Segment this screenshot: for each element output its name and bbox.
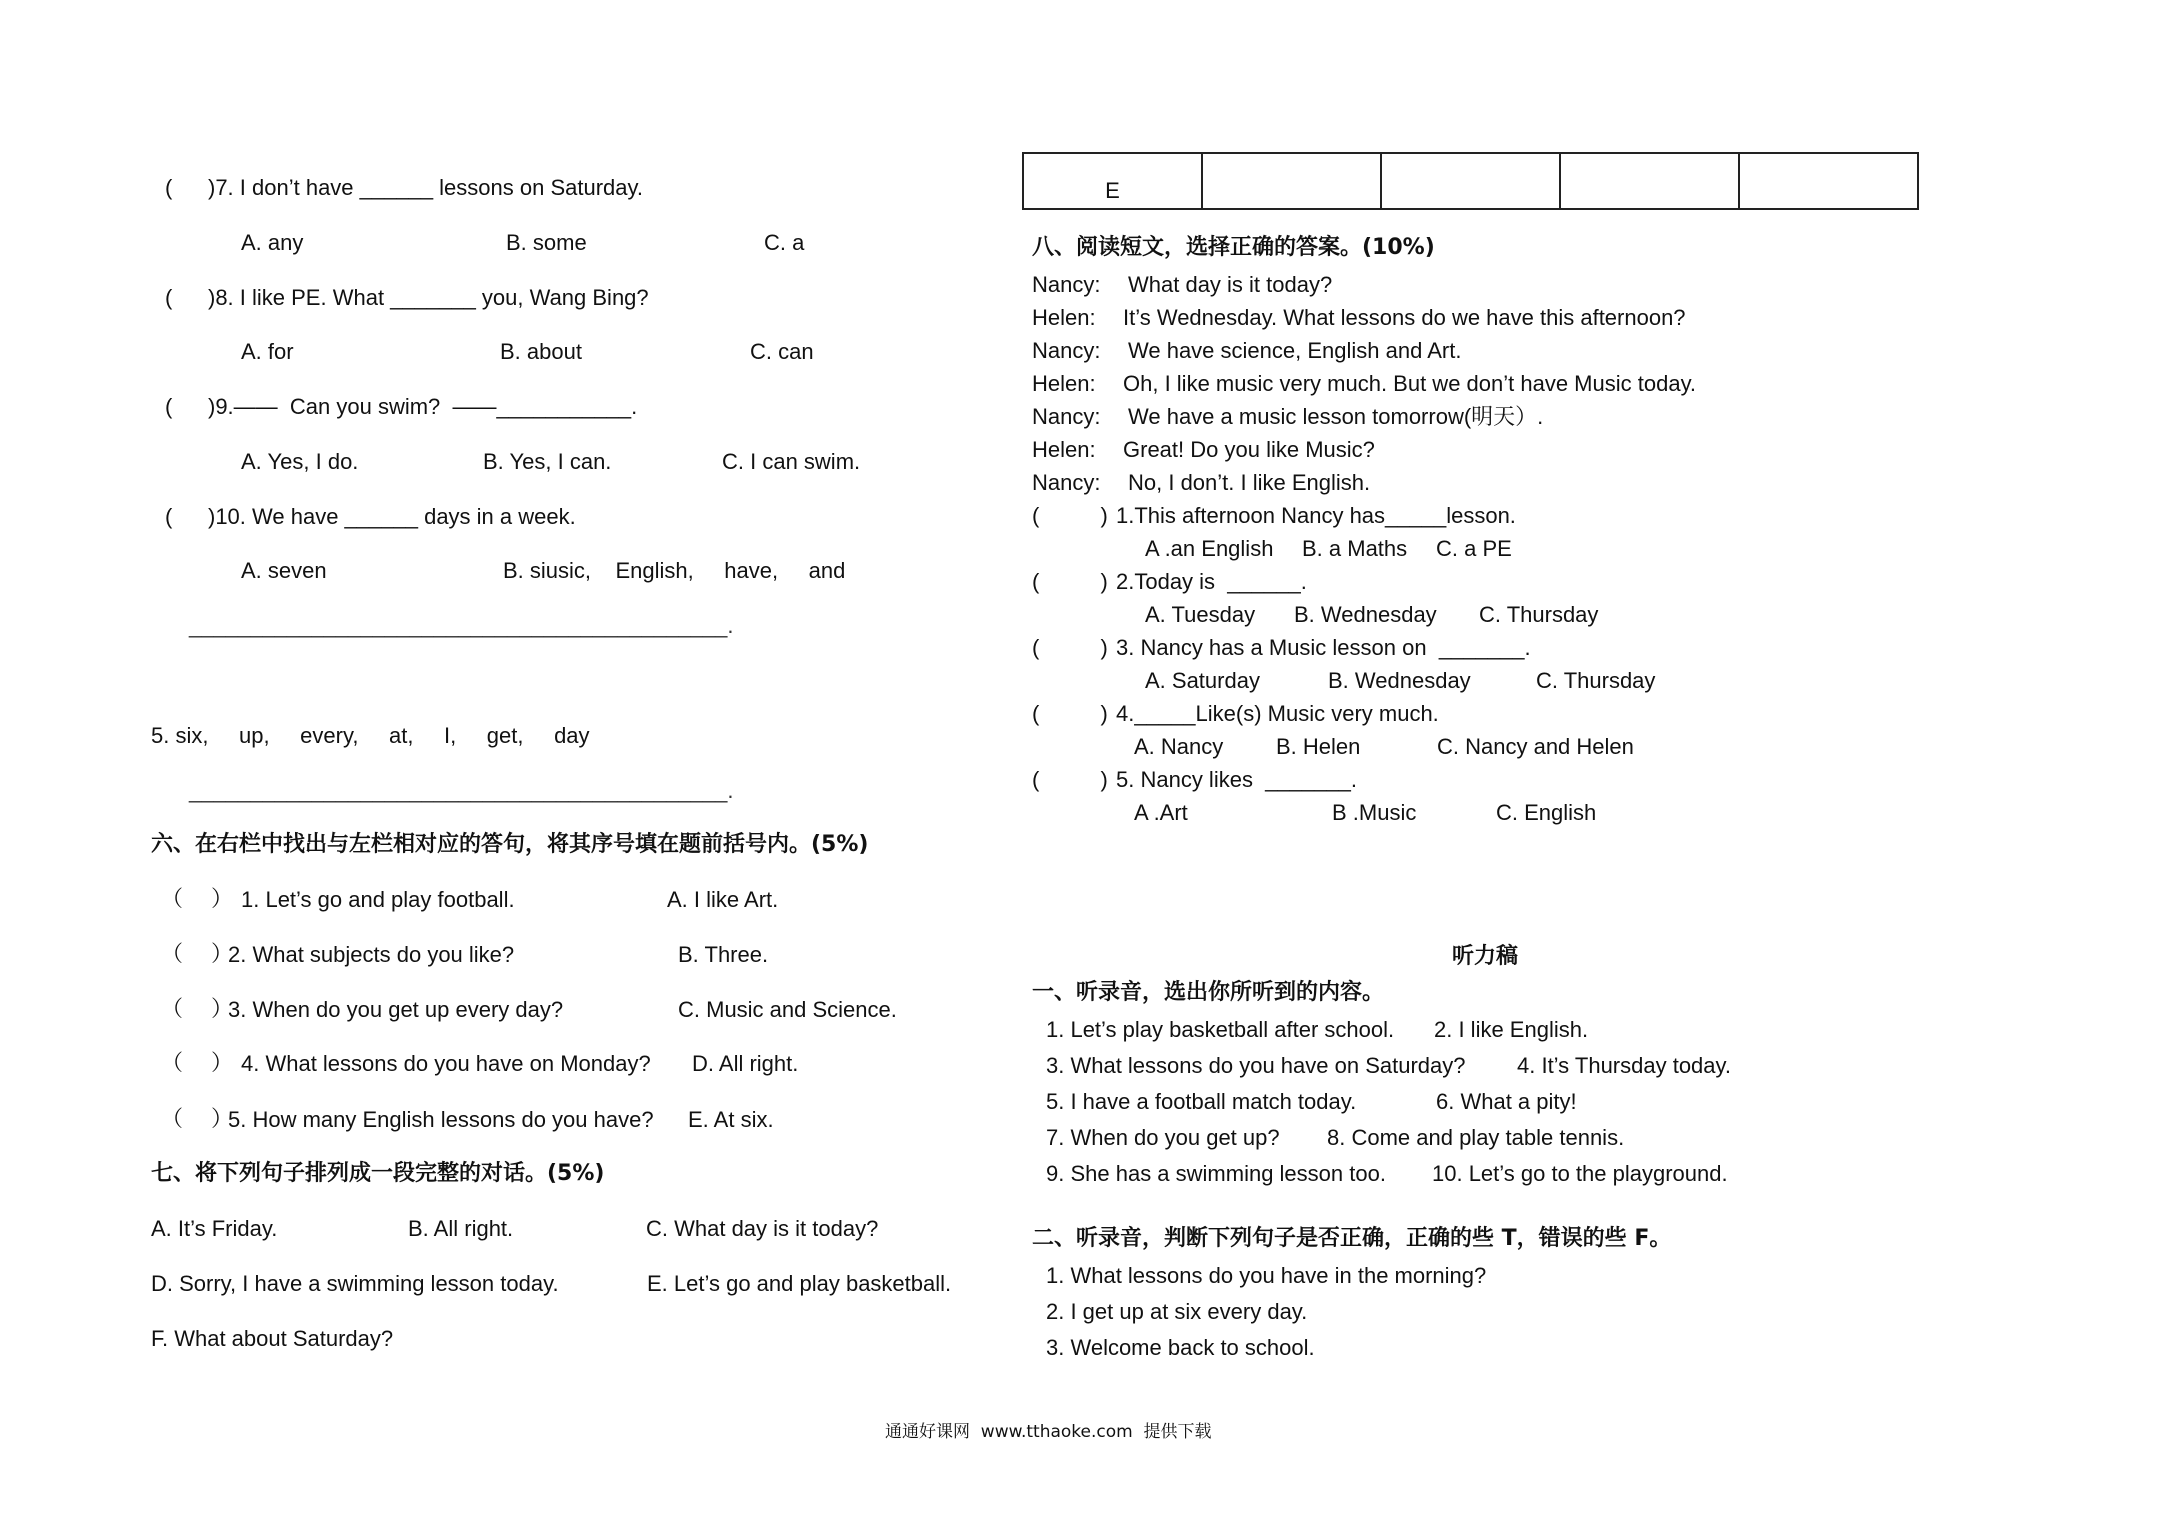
answer-paren: （ ） <box>161 887 233 912</box>
listening-item: 1. Let’s play basketball after school. <box>1046 1017 1395 1042</box>
dialogue-line: Great! Do you like Music? <box>1123 437 1375 462</box>
match-answer: B. Three. <box>678 942 769 967</box>
answer-line: ____________________________________________. <box>189 613 734 638</box>
dialogue-line: We have science, English and Art. <box>1128 338 1462 363</box>
answer-paren: ( <box>165 175 173 200</box>
option-b: B. Yes, I can. <box>483 449 612 474</box>
table-cell[interactable] <box>1023 153 1202 209</box>
listening-section-1-title: 一、听录音，选出你所听到的内容。 <box>1032 980 1385 1005</box>
option-a: A .Art <box>1134 800 1188 825</box>
question-8: )8. I like PE. What _______ you, Wang Bing? <box>208 285 649 310</box>
speaker: Nancy: <box>1032 404 1101 429</box>
option-a: A. Saturday <box>1145 668 1260 693</box>
match-question: 3. When do you get up every day? <box>228 997 564 1022</box>
option-b: B. a Maths <box>1302 536 1408 561</box>
speaker: Helen: <box>1032 371 1096 396</box>
speaker: Nancy: <box>1032 470 1101 495</box>
dialogue-line: No, I don’t. I like English. <box>1128 470 1371 495</box>
option-b: B. some <box>506 230 587 255</box>
listening-item: 4. It’s Thursday today. <box>1517 1053 1732 1078</box>
question-10: )10. We have ______ days in a week. <box>208 504 576 529</box>
listening-item: 8. Come and play table tennis. <box>1327 1125 1625 1150</box>
word-list-5: 5. six, up, every, at, I, get, day <box>151 723 590 748</box>
match-question: 2. What subjects do you like? <box>228 942 515 967</box>
match-answer: E. At six. <box>688 1107 774 1132</box>
option-c: C. English <box>1496 800 1597 825</box>
speaker: Nancy: <box>1032 338 1101 363</box>
section-8-title: 八、阅读短文，选择正确的答案。(10%) <box>1032 235 1435 260</box>
sentence-d: D. Sorry, I have a swimming lesson today. <box>151 1271 559 1296</box>
reading-question: 4._____Like(s) Music very much. <box>1116 701 1439 726</box>
option-c: C. I can swim. <box>722 449 861 474</box>
listening-section-2-title: 二、听录音，判断下列句子是否正确，正确的些 T，错误的些 F。 <box>1032 1226 1672 1251</box>
question-7: )7. I don’t have ______ lessons on Saturday. <box>208 175 643 200</box>
sentence-a: A. It’s Friday. <box>151 1216 278 1241</box>
answer-paren: （ ） <box>161 997 233 1022</box>
table-cell[interactable] <box>1560 153 1739 209</box>
dialogue-line: It’s Wednesday. What lessons do we have this afternoon? <box>1123 305 1686 330</box>
option-a: A. Nancy <box>1134 734 1224 759</box>
option-a: A. Tuesday <box>1145 602 1256 627</box>
match-question: 1. Let’s go and play football. <box>241 887 515 912</box>
section-6-title: 六、在右栏中找出与左栏相对应的答句，将其序号填在题前括号内。(5%) <box>151 832 869 857</box>
answer-paren: ( ) <box>1032 503 1108 528</box>
match-question: 4. What lessons do you have on Monday? <box>241 1051 651 1076</box>
speaker: Nancy: <box>1032 272 1101 297</box>
option-c: C. Thursday <box>1479 602 1599 627</box>
listening-item: 2. I like English. <box>1434 1017 1589 1042</box>
sentence-f: F. What about Saturday? <box>151 1326 394 1351</box>
option-a: A. for <box>241 339 294 364</box>
dialogue-line: We have a music lesson tomorrow(明天）. <box>1128 404 1544 429</box>
speaker: Helen: <box>1032 437 1096 462</box>
sentence-b: B. All right. <box>408 1216 514 1241</box>
sentence-e: E. Let’s go and play basketball. <box>647 1271 952 1296</box>
answer-paren: ( ) <box>1032 569 1108 594</box>
listening-item: 6. What a pity! <box>1436 1089 1577 1114</box>
match-answer: A. I like Art. <box>667 887 779 912</box>
reading-question: 1.This afternoon Nancy has_____lesson. <box>1116 503 1516 528</box>
option-b: B. Wednesday <box>1328 668 1471 693</box>
option-a: A. Yes, I do. <box>241 449 359 474</box>
listening-item: 3. Welcome back to school. <box>1046 1335 1315 1360</box>
table-cell[interactable] <box>1381 153 1560 209</box>
answer-paren: ( ) <box>1032 635 1108 660</box>
listening-script-title: 听力稿 <box>1452 944 1519 969</box>
table-cell[interactable] <box>1739 153 1918 209</box>
match-answer: C. Music and Science. <box>678 997 897 1022</box>
answer-line: ____________________________________________. <box>189 778 734 803</box>
option-c: C. a <box>764 230 805 255</box>
listening-item: 7. When do you get up? <box>1046 1125 1280 1150</box>
answer-paren: （ ） <box>161 1051 233 1076</box>
option-b: B. Wednesday <box>1294 602 1437 627</box>
option-c: C. a PE <box>1436 536 1512 561</box>
listening-item: 9. She has a swimming lesson too. <box>1046 1161 1386 1186</box>
listening-item: 5. I have a football match today. <box>1046 1089 1357 1114</box>
table-cell[interactable] <box>1202 153 1381 209</box>
page-footer: 通通好课网 www.tthaoke.com 提供下载 <box>885 1422 1212 1442</box>
sentence-c: C. What day is it today? <box>646 1216 879 1241</box>
option-c: C. Thursday <box>1536 668 1656 693</box>
answer-paren: （ ） <box>161 1107 233 1132</box>
section-7-title: 七、将下列句子排列成一段完整的对话。(5%) <box>151 1161 605 1186</box>
question-9: )9.—— Can you swim? ——___________. <box>208 394 638 419</box>
option-b: B. Helen <box>1276 734 1361 759</box>
answer-paren: ( <box>165 504 173 529</box>
listening-item: 2. I get up at six every day. <box>1046 1299 1308 1324</box>
option-b: B. siusic, English, have, and <box>503 558 846 583</box>
listening-item: 3. What lessons do you have on Saturday? <box>1046 1053 1466 1078</box>
match-question: 5. How many English lessons do you have? <box>228 1107 654 1132</box>
listening-item: 1. What lessons do you have in the morning? <box>1046 1263 1487 1288</box>
option-a: A. any <box>241 230 304 255</box>
dialogue-line: What day is it today? <box>1128 272 1333 297</box>
option-c: C. Nancy and Helen <box>1437 734 1634 759</box>
option-b: B. about <box>500 339 582 364</box>
option-c: C. can <box>750 339 814 364</box>
option-b: B .Music <box>1332 800 1417 825</box>
table-cell-label: E <box>1105 178 1120 203</box>
dialogue-line: Oh, I like music very much. But we don’t have Music today. <box>1123 371 1697 396</box>
answer-paren: ( ) <box>1032 701 1108 726</box>
answer-paren: ( ) <box>1032 767 1108 792</box>
reading-question: 5. Nancy likes _______. <box>1116 767 1357 792</box>
answer-paren: ( <box>165 394 173 419</box>
answer-paren: ( <box>165 285 173 310</box>
speaker: Helen: <box>1032 305 1096 330</box>
listening-item: 10. Let’s go to the playground. <box>1432 1161 1728 1186</box>
option-a: A .an English <box>1145 536 1274 561</box>
reading-question: 2.Today is ______. <box>1116 569 1307 594</box>
reading-question: 3. Nancy has a Music lesson on _______. <box>1116 635 1531 660</box>
answer-paren: （ ） <box>161 942 233 967</box>
answer-table <box>1022 152 1919 210</box>
match-answer: D. All right. <box>692 1051 799 1076</box>
option-a: A. seven <box>241 558 327 583</box>
